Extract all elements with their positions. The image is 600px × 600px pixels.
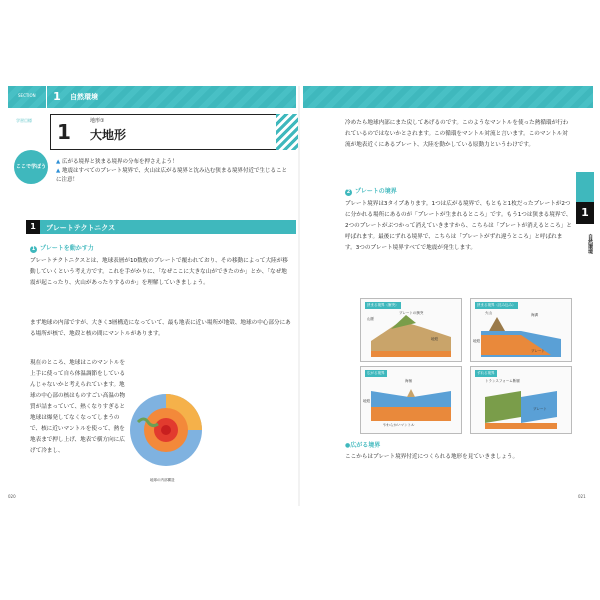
chapter-title-box — [8, 114, 296, 150]
section-heading-number: 1 — [26, 220, 40, 234]
figure-text: やわらかいマントル — [383, 423, 415, 427]
bullet-heading: ●広がる境界 — [345, 442, 381, 449]
page-number-right: 021 — [578, 494, 586, 499]
figure-label: 狭まる境界（沈み込み） — [477, 303, 516, 307]
learning-points — [56, 158, 292, 185]
figure-text: 地殻 — [473, 339, 480, 343]
boundary-figure-transform — [470, 366, 572, 434]
paragraph: プレート境界は3タイプあります。1つは広がる境界で、もともと1枚だったプレートが2つに分かれる場所にあるのが「プレートが生まれるところ」です。もう1つは狭まる境界で、2つのプレートがぶつかって消えていきますから、こちらは「プレートが消えるところ」と呼ばれます。最後にずれる境界で、こちらは「プレートがずれ違うところ」と呼ばれます。3つのプレート境界すべてで地震が発生します。 — [345, 201, 572, 251]
paragraph: ここからはプレート境界付近につくられる地形を見ていきましょう。 — [345, 454, 519, 460]
paragraph: 現在のところ、地球はこのマントルを上手に使って自ら体温調節をしているんじゃないかと考えられています。地球の中心部の核はものすごい高温の物質が詰まっていて、熱くなりすぎると地球は爆発してなくなってしまうので、核に近いマントルを使って、熱を地表まで押し上げ、地表で横方向に広げて冷まし、 — [30, 360, 126, 454]
subheading-number: 2 — [346, 189, 351, 195]
section-number: 1 — [46, 86, 67, 108]
figure-text: プレート — [533, 407, 547, 411]
figure-caption: 地球の内部構造 — [150, 478, 175, 482]
right-banner — [303, 86, 593, 108]
figure-text: プレート — [531, 349, 545, 353]
core-center — [161, 425, 171, 435]
figure-text: 地殻 — [431, 337, 438, 341]
page-number-left: 020 — [8, 494, 16, 499]
side-tab-top — [576, 172, 594, 202]
paragraph: まず地球の内部ですが、大きく3層構造になっていて、最も地表に近い場所が地殻、地球の中心部分にある場所が核で、地殻と核の間にマントルがあります。 — [30, 320, 291, 337]
subheading — [30, 243, 94, 253]
boundary-figure-divergent — [360, 366, 462, 434]
figure-text: 海嶺 — [405, 379, 412, 383]
figure-label: 広がる境界 — [367, 371, 385, 375]
title-stripe — [276, 114, 298, 150]
figure-label: 狭まる境界（衝突） — [367, 303, 399, 307]
subheading-title: プレートを動かす力 — [40, 245, 94, 252]
section-tag: SECTION — [18, 93, 36, 98]
boundary-figure-subduction — [470, 298, 572, 362]
subheading-number: 1 — [31, 246, 36, 252]
section-name: 自然環境 — [70, 93, 98, 101]
figure-label: ずれる境界 — [477, 371, 495, 375]
chapter-number: 1 — [50, 114, 78, 150]
boundary-figure-collision — [360, 298, 462, 362]
chapter-side-tab — [576, 172, 594, 262]
left-section-banner — [8, 86, 296, 108]
subheading — [345, 186, 397, 196]
figure-text: 山脈 — [367, 317, 374, 321]
point-icon: ▲ — [56, 159, 62, 165]
figure-text: 地殻 — [363, 399, 370, 403]
figure-text: 火山 — [485, 311, 492, 315]
learning-point: ▲ 地震はすべてのプレート境界で、火山は広がる境界と沈み込む狭まる境界付近で生じることに注意！ — [56, 168, 288, 183]
section-heading — [26, 220, 296, 234]
chapter-title: 大地形 — [90, 128, 127, 142]
subheading-title: プレートの境界 — [355, 188, 397, 195]
figure-text: トランスフォーム断層 — [485, 379, 520, 383]
figure-text: 海溝 — [531, 313, 538, 317]
chapter-small-label: 地形① — [90, 118, 105, 124]
figure-text: プレートの衝突 — [399, 311, 424, 315]
point-badge: ここで学ぼう — [14, 150, 48, 184]
paragraph: プレートテクトニクスとは、地球表層が10数枚のプレートで覆われており、その移動によって大陸が移動していくという考え方です。これを手がかりに、「なぜここに大きな山ができたのか」とか、「なぜ地震が起こったり、火山があったりするのか」を理解していきましょう。 — [30, 258, 288, 286]
earth-structure-figure — [128, 382, 218, 482]
side-tab-number: 1 — [576, 202, 594, 224]
side-tab-label: 自然環境 — [587, 234, 593, 254]
title-subtag: 学習目標 — [16, 118, 32, 123]
paragraph: 冷めたら地球内部にまた戻してあげるのです。このようなマントルを使った熱循環が行われているのではないかとされます。この循環をマントル対流と言います。このマントル対流が地表近くにあるプレート、大陸を動かしている原動力というわけです。 — [345, 120, 569, 148]
page-gutter — [298, 86, 300, 506]
learning-point: ▲ 広がる境界と狭まる境界の分布を押さえよう！ — [56, 159, 178, 165]
point-icon: ▲ — [56, 168, 62, 174]
section-heading-title: プレートテクトニクス — [46, 224, 116, 232]
